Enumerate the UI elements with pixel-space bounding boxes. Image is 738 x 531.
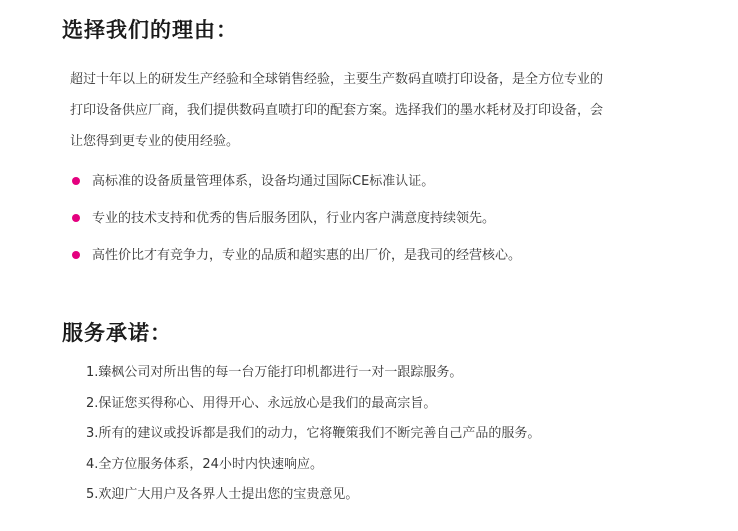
service-commitment-list xyxy=(86,358,540,511)
bullet-dot-icon xyxy=(72,177,80,185)
bullet-text: 高标准的设备质量管理体系，设备均通过国际CE标准认证。 xyxy=(92,174,435,189)
service-item: 5.欢迎广大用户及各界人士提出您的宝贵意见。 xyxy=(86,487,359,502)
intro-line: 打印设备供应厂商，我们提供数码直喷打印的配套方案。选择我们的墨水耗材及打印设备，会 xyxy=(70,103,604,118)
reasons-title: 选择我们的理由： xyxy=(62,18,238,42)
bullet-item xyxy=(72,163,521,200)
bullet-item xyxy=(72,200,521,237)
service-item: 1.臻枫公司对所出售的每一台万能打印机都进行一对一跟踪服务。 xyxy=(86,365,463,380)
bullet-dot-icon xyxy=(72,251,80,259)
intro-line: 超过十年以上的研发生产经验和全球销售经验，主要生产数码直喷打印设备，是全方位专业的 xyxy=(70,72,604,87)
service-commitment-title: 服务承诺： xyxy=(62,321,172,345)
bullet-text: 专业的技术支持和优秀的售后服务团队，行业内客户满意度持续领先。 xyxy=(92,211,496,226)
service-item: 3.所有的建议或投诉都是我们的动力，它将鞭策我们不断完善自己产品的服务。 xyxy=(86,426,541,441)
intro-paragraph xyxy=(70,64,688,157)
bullet-text: 高性价比才有竞争力，专业的品质和超实惠的出厂价，是我司的经营核心。 xyxy=(92,248,522,263)
bullet-item xyxy=(72,237,521,274)
intro-line: 让您得到更专业的使用经验。 xyxy=(70,134,240,149)
bullet-dot-icon xyxy=(72,214,80,222)
service-item: 4.全方位服务体系，24小时内快速响应。 xyxy=(86,456,323,472)
service-item: 2.保证您买得称心、用得开心、永远放心是我们的最高宗旨。 xyxy=(86,395,437,411)
reasons-bullet-list xyxy=(72,163,521,274)
